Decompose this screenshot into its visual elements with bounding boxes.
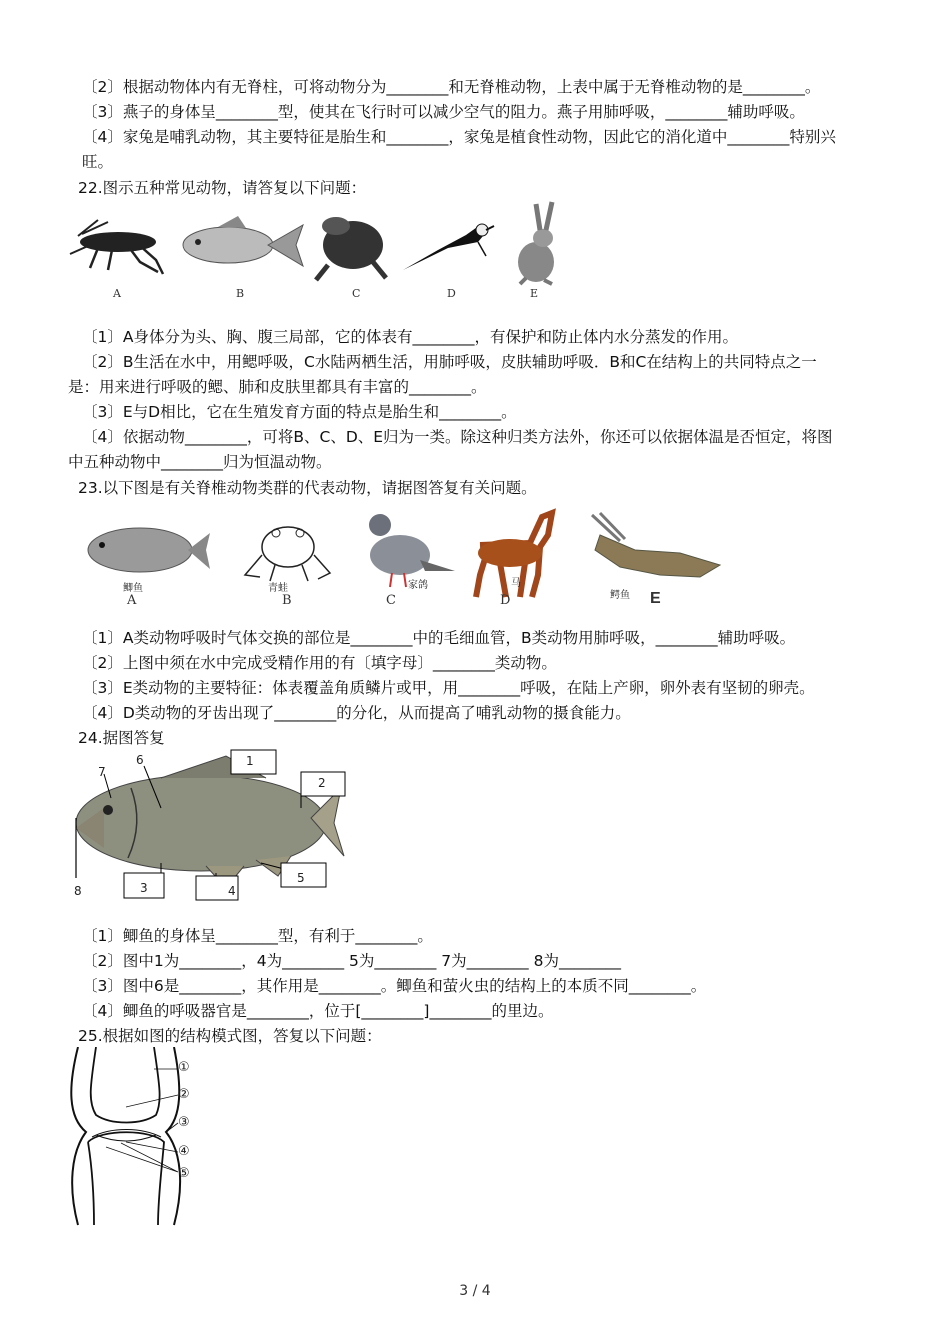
question-21-part-4: 〔4〕家兔是哺乳动物，其主要特征是胎生和________，家兔是植食性动物，因此它的消化道中________特别兴 [82,128,836,146]
figure-22-label-d: D [447,287,456,300]
figure-23-label-b: B [282,593,292,608]
figure-22-label-b: B [236,287,245,300]
figure-23-label-d: D [500,593,511,608]
frog-image [316,217,386,280]
grasshopper-image [70,220,163,274]
question-23-part-1: 〔1〕A类动物呼吸时气体交换的部位是________中的毛细血管，B类动物用肺呼吸，________辅助呼吸。 [82,629,796,647]
figure-24-label-2: 2 [318,776,326,790]
figure-22-label-e: E [530,287,539,300]
crocodile-image [592,513,720,577]
figure-25-label-2: ② [178,1087,190,1102]
question-22-part-2-cont: 是：用来进行呼吸的鳃、肺和皮肤里都具有丰富的________。 [68,378,487,396]
figure-23-label-a: A [127,593,137,608]
question-22-part-1: 〔1〕A身体分为头、胸、腹三局部，它的体表有________，有保护和防止体内水分蒸发的作用。 [82,328,738,346]
question-21-part-4-cont: 旺。 [82,153,114,171]
figure-23-name-horse: 马 [511,578,521,589]
carp-image [88,528,210,572]
question-24-part-3: 〔3〕图中6是________，其作用是________。鲫鱼和萤火虫的结构上的本质不同________。 [82,977,707,995]
question-22-part-2: 〔2〕B生活在水中，用鳃呼吸，C水陆两栖生活，用肺呼吸，皮肤辅助呼吸．B和C在结构上的共同特点之一 [82,353,817,371]
page-number: 3 / 4 [459,1283,491,1299]
figure-25-label-4: ④ [178,1144,190,1159]
figure-24-label-4: 4 [228,884,236,898]
fish-image [183,216,303,266]
figure-24-label-8: 8 [74,884,82,898]
figure-23-label-c: C [386,593,396,608]
figure-23-name-crocodile: 鳄鱼 [610,590,630,601]
question-22-part-3: 〔3〕E与D相比，它在生殖发育方面的特点是胎生和________。 [82,403,517,421]
figure-23-name-pigeon: 家鸽 [408,580,428,591]
figure-24-label-7: 7 [98,765,106,779]
figure-25-label-5: ⑤ [178,1166,190,1181]
question-24-part-1: 〔1〕鲫鱼的身体呈________型，有利于________。 [82,927,433,945]
rabbit-image [518,202,554,284]
question-23-title: 23.以下图是有关脊椎动物类群的代表动物，请据图答复有关问题。 [78,479,537,497]
frog-drawing-image [245,527,330,581]
figure-23-label-e: E [650,590,661,607]
question-23-part-3: 〔3〕E类动物的主要特征：体表覆盖角质鳞片或甲，用________呼吸，在陆上产卵，卵外表有坚韧的卵壳。 [82,679,815,697]
question-24-part-2: 〔2〕图中1为________，4为________ 5为________ 7为________ 8为________ [82,952,621,970]
figure-22-animals [68,200,568,304]
question-24-part-4: 〔4〕鲫鱼的呼吸器官是________，位于[________]________的里边。 [82,1002,554,1020]
figure-24-label-3: 3 [140,881,148,895]
question-21-part-3: 〔3〕燕子的身体呈________型，使其在飞行时可以减少空气的阻力。燕子用肺呼吸，________辅助呼吸。 [82,103,805,121]
figure-23-name-carp: 鲫鱼 [123,583,143,594]
question-22-part-4: 〔4〕依据动物________，可将B、C、D、E归为一类。除这种归类方法外，你还可以依据体温是否恒定，将图 [82,428,833,446]
question-24-title: 24.据图答复 [78,729,165,747]
question-23-part-4: 〔4〕D类动物的牙齿出现了________的分化，从而提高了哺乳动物的摄食能力。 [82,704,631,722]
question-23-part-2: 〔2〕上图中须在水中完成受精作用的有〔填字母〕________类动物。 [82,654,557,672]
figure-24-label-5: 5 [297,871,305,885]
figure-23-name-frog: 青蛙 [268,583,288,594]
bird-image [403,224,494,270]
question-21-part-2: 〔2〕根据动物体内有无脊柱，可将动物分为________和无脊椎动物，上表中属于无脊椎动物的是________。 [82,78,821,96]
figure-25-label-1: ① [178,1060,190,1075]
figure-23-vertebrates [80,505,730,615]
question-22-title: 22.图示五种常见动物，请答复以下问题： [78,179,367,197]
question-25-title: 25.根据如图的结构模式图，答复以下问题： [78,1027,382,1045]
figure-25-label-3: ③ [178,1115,190,1130]
figure-24-label-6: 6 [136,753,144,767]
question-22-part-4-cont: 中五种动物中________归为恒温动物。 [68,453,332,471]
figure-22-label-c: C [352,287,361,300]
figure-22-label-a: A [113,287,121,300]
figure-24-carp-diagram [66,748,356,908]
figure-24-label-1: 1 [246,754,254,768]
